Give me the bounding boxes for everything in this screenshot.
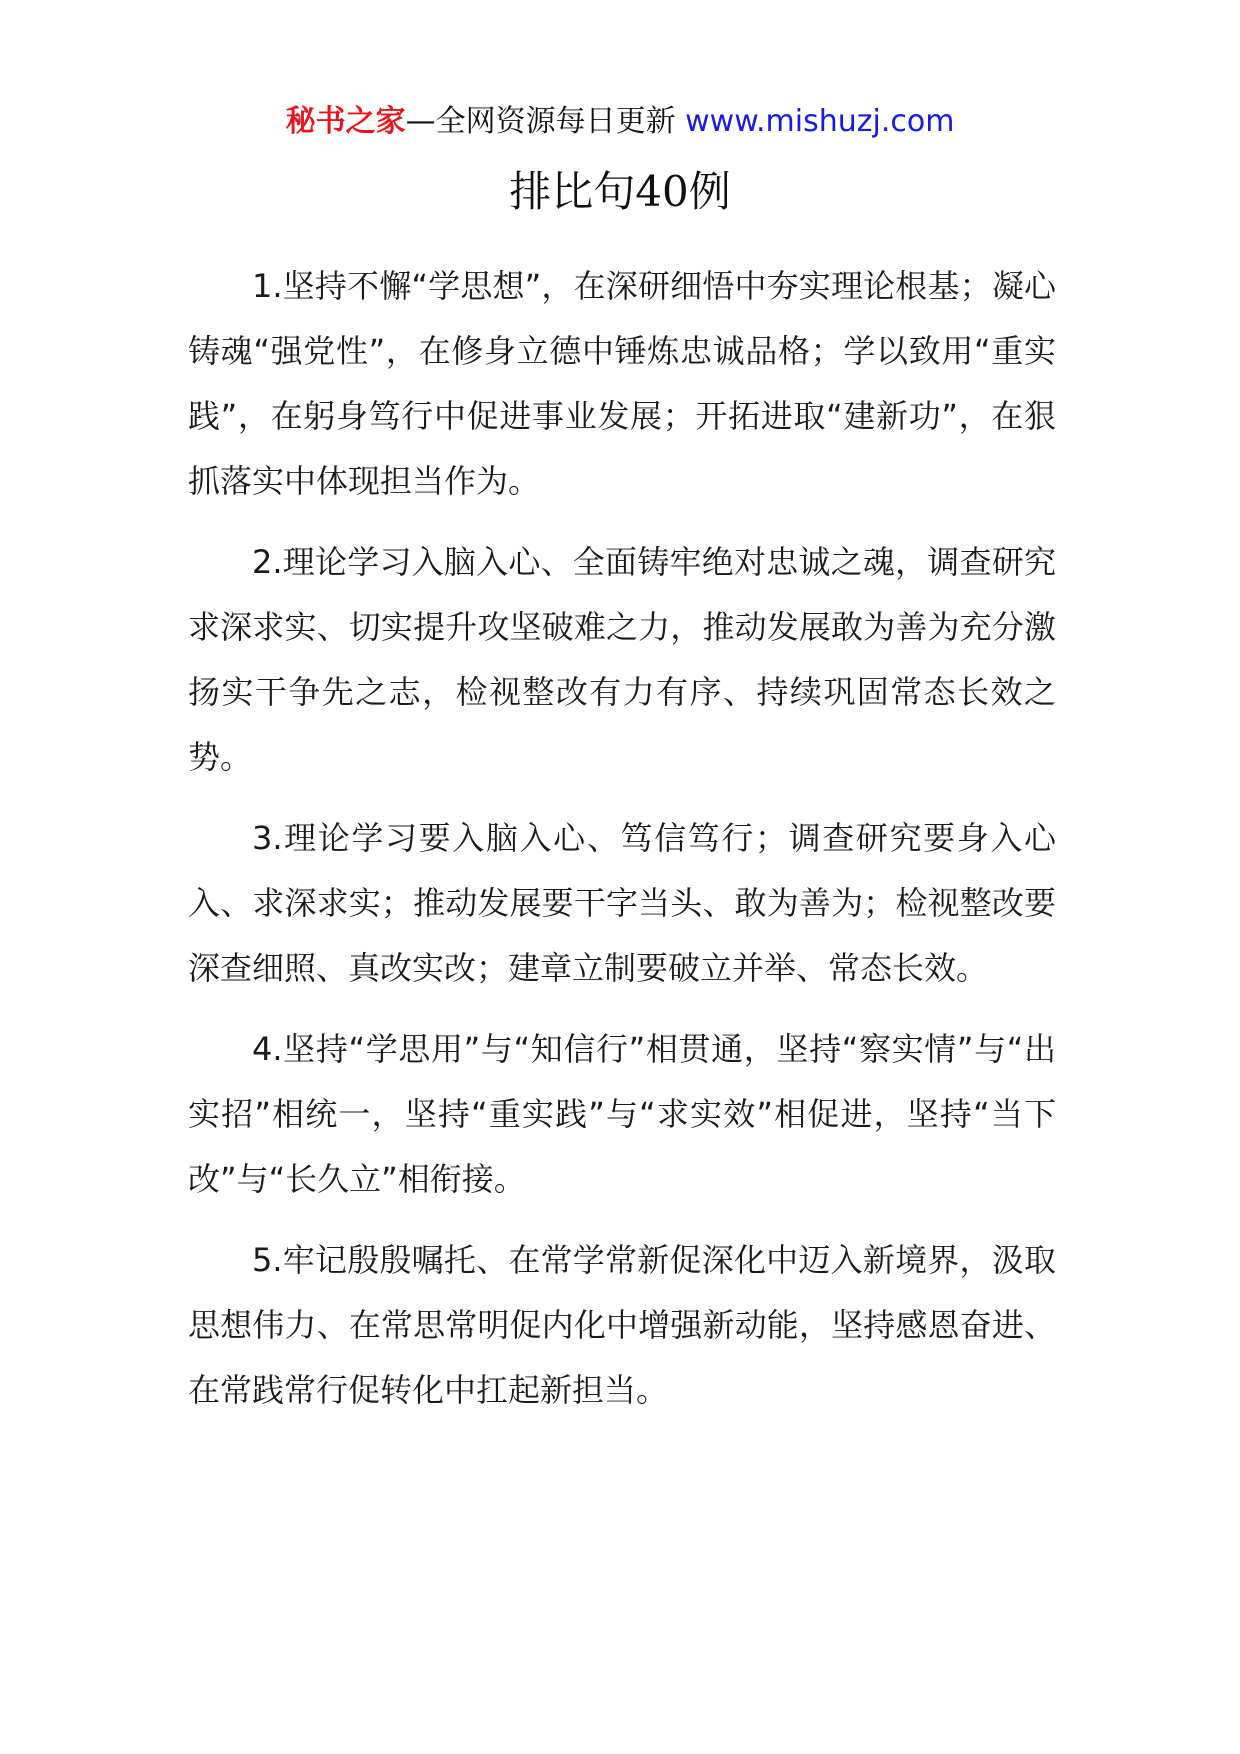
paragraph-2: 2.理论学习入脑入心、全面铸牢绝对忠诚之魂，调查研究求深求实、切实提升攻坚破难之力，推动发展敢为善为充分激扬实干争先之志，检视整改有力有序、持续巩固常态长效之势。 (188, 543, 1056, 776)
title-prefix: 排比句 (509, 167, 636, 216)
paragraph-4: 4.坚持“学思用”与“知信行”相贯通，坚持“察实情”与“出实招”相统一，坚持“重实践”与“求实效”相促进，坚持“当下改”与“长久立”相衔接。 (188, 1030, 1056, 1198)
paragraph-3: 3.理论学习要入脑入心、笃信笃行；调查研究要身入心入、求深求实；推动发展要干字当头、敢为善为；检视整改要深查细照、真改实改；建章立制要破立并举、常态长效。 (188, 819, 1056, 987)
page-title (0, 162, 1240, 222)
header-tagline: —全网资源每日更新 (405, 104, 686, 139)
brand-name: 秘书之家 (285, 104, 406, 139)
title-suffix: 例 (688, 167, 731, 216)
paragraph-1: 1.坚持不懈“学思想”，在深研细悟中夯实理论根基；凝心铸魂“强党性”，在修身立德中锤炼忠诚品格；学以致用“重实践”，在躬身笃行中促进事业发展；开拓进取“建新功”，在狠抓落实中体现担当作为。 (188, 267, 1056, 500)
site-header (0, 100, 1240, 144)
site-url[interactable]: www.mishuzj.com (685, 104, 955, 139)
title-number: 40 (635, 167, 689, 216)
document-body (188, 254, 1056, 1439)
paragraph-5: 5.牢记殷殷嘱托、在常学常新促深化中迈入新境界，汲取思想伟力、在常思常明促内化中增强新动能，坚持感恩奋进、在常践常行促转化中扛起新担当。 (188, 1241, 1056, 1409)
